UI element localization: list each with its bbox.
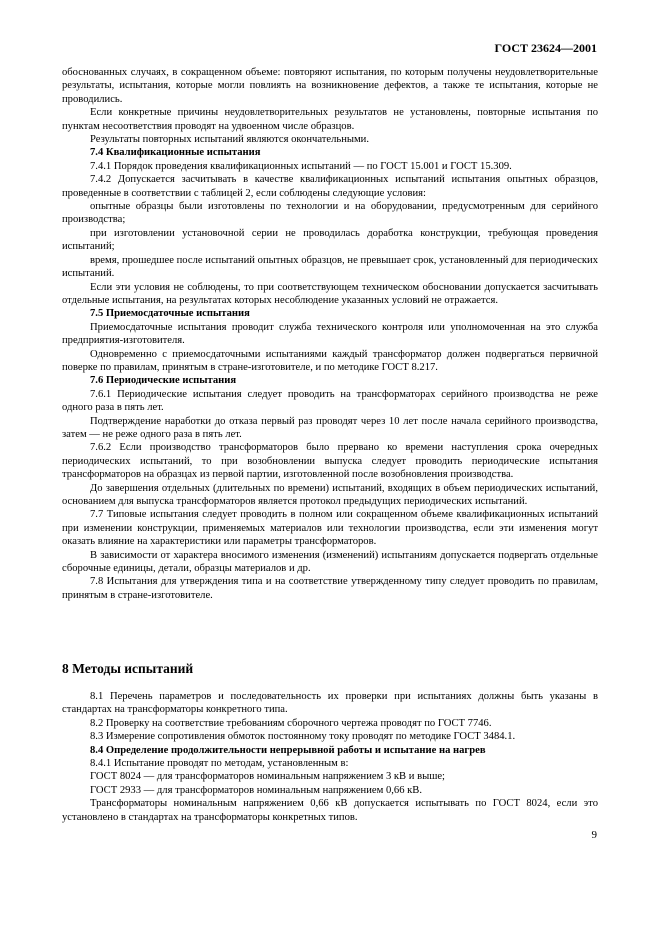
paragraph: 7.7 Типовые испытания следует проводить в полном или сокращенном объеме квалификационных испытаний при изменении конструкции, применяемых материалов или технологии производства, если эти изменения могут оказать влияние на характеристики или параметры трансформаторов. [62,509,598,548]
paragraph: 8.3 Измерение сопротивления обмоток постоянному току проводят по методике ГОСТ 3484.1. [90,731,516,743]
paragraph: 7.4.1 Порядок проведения квалификационных испытаний — по ГОСТ 15.001 и ГОСТ 15.309. [90,160,512,172]
paragraph: Одновременно с приемосдаточными испытаниями каждый трансформатор должен подвергаться первичной поверке по правилам, принятым в стране-изготовителе, и по методике ГОСТ 8.217. [62,348,598,373]
subsection-heading: 7.5 Приемосдаточные испытания [90,308,250,320]
paragraph: 8.2 Проверку на соответствие требованиям сборочного чертежа проводят по ГОСТ 7746. [90,717,492,729]
text-block-section-7 [62,66,598,602]
document-code: ГОСТ 23624—2001 [494,41,597,55]
paragraph: ГОСТ 8024 — для трансформаторов номинальным напряжением 3 кВ и выше; [90,771,445,783]
paragraph: 8.1 Перечень параметров и последовательность их проверки при испытаниях должны быть указаны в стандартах на трансформаторы конкретного типа. [62,691,598,716]
paragraph: Приемосдаточные испытания проводит служба технического контроля или уполномоченная на это служба предприятия-изготовителя. [62,321,598,347]
text-block-section-8 [62,690,598,824]
paragraph: До завершения отдельных (длительных по времени) испытаний, входящих в объем периодических испытаний, основанием для выпуска трансформаторов является протокол предыдущих периодических испытаний. [62,482,598,507]
paragraph: обоснованных случаях, в сокращенном объеме: повторяют испытания, по которым получены неудовлетворительные результаты, испытания, которые могли повлиять на возникновение дефектов, а также те испытания, которые не проводились. [62,67,598,105]
paragraph: 8.4.1 Испытание проводят по методам, установленным в: [90,758,349,770]
section-8-heading: 8 Методы испытаний [62,661,194,676]
paragraph: Результаты повторных испытаний являются окончательными. [90,134,370,146]
paragraph: 7.4.2 Допускается засчитывать в качестве квалификационных испытаний испытания опытных образцов, проведенные в соответствии с таблицей 2, если соблюдены следующие условия: [62,174,598,199]
paragraph: 7.8 Испытания для утверждения типа и на соответствие утвержденному типу следует проводить по правилам, принятым в стране-изготовителе. [62,576,598,601]
paragraph: опытные образцы были изготовлены по технологии и на оборудовании, предусмотренным для серийного производства; [62,201,598,226]
paragraph: ГОСТ 2933 — для трансформаторов номинальным напряжением 0,66 кВ. [90,784,423,796]
paragraph: Если эти условия не соблюдены, то при соответствующем техническом обосновании допускается засчитывать отдельные испытания, на результатах которых несоблюдение указанных условий не отражается. [62,281,598,306]
paragraph: Если конкретные причины неудовлетворительных результатов не установлены, повторные испытания по пунктам несоответствия проводят на удвоенном числе образцов. [62,107,598,132]
paragraph: время, прошедшее после испытаний опытных образцов, не превышает срок, установленный для периодических испытаний. [62,254,598,280]
subsection-heading: 7.4 Квалификационные испытания [90,147,261,159]
paragraph: В зависимости от характера вносимого изменения (изменений) испытаниям допускается подвергать отдельные сборочные единицы, детали, образцы материалов и др. [62,549,598,575]
paragraph: Трансформаторы номинальным напряжением 0,66 кВ допускается испытывать по ГОСТ 8024, если это установлено в стандартах на трансформаторы конкретных типов. [62,798,598,823]
paragraph: при изготовлении установочной серии не проводилась доработка конструкции, требующая проведения испытаний; [62,227,598,253]
subsection-heading: 7.6 Периодические испытания [90,375,237,387]
paragraph: 7.6.2 Если производство трансформаторов было прервано ко времени наступления срока очередных периодических испытаний, то при возобновлении выпуска следует проводить периодические испытания трансформаторов на образцах из первой партии, изготовленной после возобновления производства. [62,442,598,481]
subsection-heading: 8.4 Определение продолжительности непрерывной работы и испытание на нагрев [90,744,486,756]
paragraph: 7.6.1 Периодические испытания следует проводить на трансформаторах серийного производства не реже одного раза в пять лет. [62,388,598,414]
page-number: 9 [591,829,597,841]
paragraph: Подтверждение наработки до отказа первый раз проводят через 10 лет после начала серийного производства, затем — не реже одного раза в пять лет. [62,415,598,440]
